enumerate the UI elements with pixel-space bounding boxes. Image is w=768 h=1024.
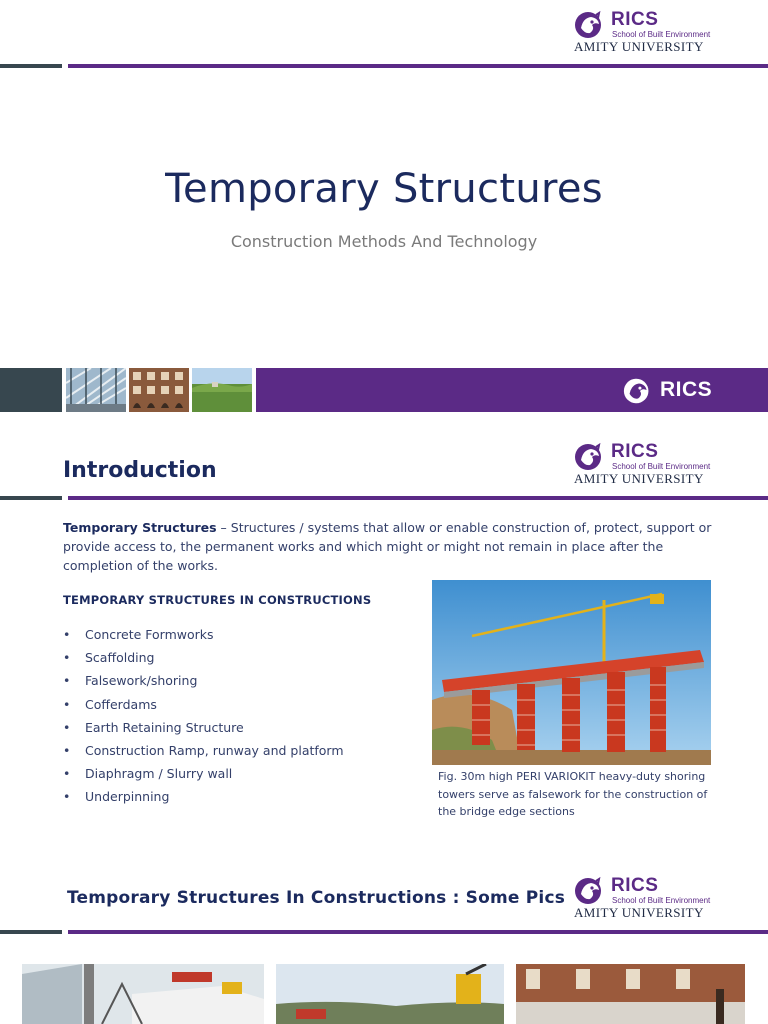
building-facade-photo (129, 368, 189, 412)
rics-amity-logo (573, 10, 731, 54)
rics-lion-icon (573, 10, 609, 40)
glass-roof-photo (66, 368, 126, 412)
header-rule-purple (68, 496, 768, 500)
bullet-icon: • (63, 673, 71, 689)
footer-band (0, 368, 768, 412)
introduction-heading: Introduction (63, 458, 217, 483)
rics-amity-logo (573, 442, 731, 486)
list-item: • Concrete Formworks (63, 623, 344, 646)
definition-text: – Structures / systems that allow or enable construction of, protect, support or provide access to, the permanent works and which might or might not remain in place after the completion of the works. (63, 520, 712, 573)
excavator-site-photo (276, 964, 504, 1024)
rics-amity-logo (573, 876, 731, 920)
rics-lion-white-icon (622, 376, 656, 406)
rics-wordmark: RICS (611, 441, 659, 462)
snowy-site-photo (22, 964, 264, 1024)
footer-dark-block (0, 368, 62, 412)
bullet-icon: • (63, 719, 71, 735)
list-item: • Construction Ramp, runway and platform (63, 739, 344, 762)
rics-lion-icon (573, 876, 609, 906)
bullet-icon: • (63, 766, 71, 782)
footer-purple-block (256, 368, 768, 412)
figure-caption: Fig. 30m high PERI VARIOKIT heavy-duty shoring towers serve as falsework for the construction of the bridge edge sections (438, 770, 708, 818)
falsework-photo (432, 580, 711, 765)
pics-slide (0, 852, 768, 1024)
list-item: • Falsework/shoring (63, 669, 344, 692)
bullet-icon: • (63, 650, 71, 666)
list-item: • Earth Retaining Structure (63, 716, 344, 739)
header-rule-dark (0, 64, 62, 68)
school-name: School of Built Environment (612, 462, 711, 471)
university-name: AMITY UNIVERSITY (574, 39, 704, 54)
slide-title: Temporary Structures (165, 166, 603, 212)
list-item: • Cofferdams (63, 693, 344, 716)
title-slide (0, 0, 768, 412)
list-item: • Scaffolding (63, 646, 344, 669)
header-rule-purple (68, 930, 768, 934)
header-rule-dark (0, 496, 62, 500)
list-item: • Underpinning (63, 785, 344, 808)
university-name: AMITY UNIVERSITY (574, 471, 704, 486)
structure-list (63, 623, 344, 809)
slide-subtitle: Construction Methods And Technology (230, 232, 538, 251)
rics-wordmark: RICS (611, 875, 659, 896)
school-name: School of Built Environment (612, 30, 711, 39)
footer-rics-logo (622, 376, 732, 406)
pics-heading: Temporary Structures In Constructions : Some Pics (67, 888, 566, 908)
rics-wordmark: RICS (611, 9, 659, 30)
university-name: AMITY UNIVERSITY (574, 905, 704, 920)
list-item: • Diaphragm / Slurry wall (63, 762, 344, 785)
introduction-slide (0, 418, 768, 846)
header-rule-purple (68, 64, 768, 68)
footer-rics-wordmark: RICS (660, 378, 713, 401)
landscape-photo (192, 368, 252, 412)
underpinning-photo (516, 964, 745, 1024)
bullet-icon: • (63, 627, 71, 642)
bullet-icon: • (63, 742, 71, 758)
header-rule-dark (0, 930, 62, 934)
rics-lion-icon (573, 442, 609, 472)
bullet-icon: • (63, 696, 71, 712)
school-name: School of Built Environment (612, 896, 711, 905)
definition-term: Temporary Structures (63, 520, 217, 535)
section-label: TEMPORARY STRUCTURES IN CONSTRUCTIONS (63, 593, 372, 607)
definition-paragraph (63, 518, 713, 575)
bullet-icon: • (63, 789, 71, 805)
